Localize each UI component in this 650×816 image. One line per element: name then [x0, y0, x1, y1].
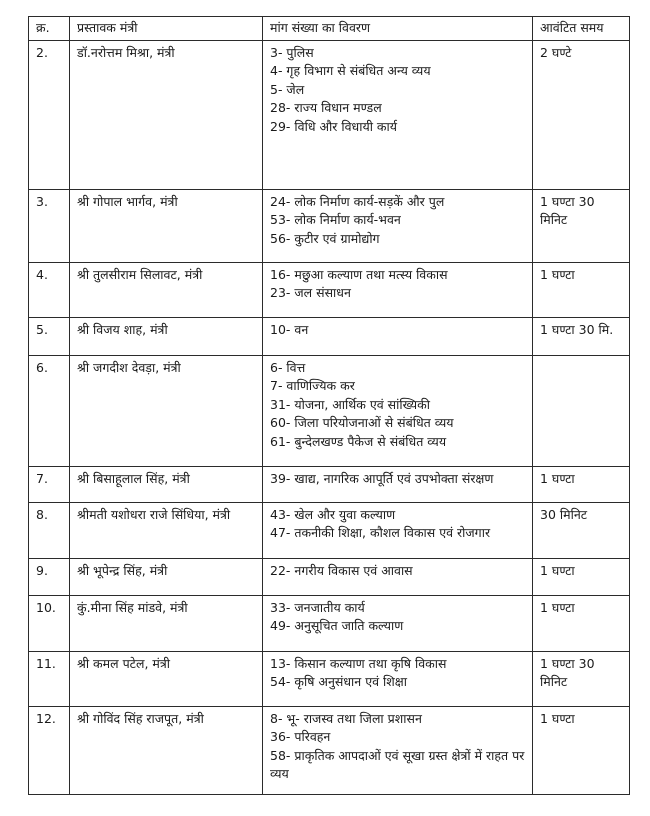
demand-item: 24- लोक निर्माण कार्य-सड़कें और पुल: [270, 193, 445, 209]
allotted-time-text: 1 घण्टा: [540, 470, 575, 486]
demand-list-cell: [263, 651, 533, 706]
allotted-time-cell: [533, 317, 630, 355]
demand-item: 28- राज्य विधान मण्डल: [270, 100, 382, 115]
demand-item: 13- किसान कल्याण तथा कृषि विकास: [270, 655, 447, 671]
demand-item: 61- बुन्देलखण्ड पैकेज से संबंधित व्यय: [270, 433, 447, 449]
serial-number-cell: 8.: [29, 502, 70, 558]
allotted-time-cell: [533, 355, 630, 466]
header-allotted-time: आवंटित समय: [533, 17, 630, 41]
minister-name-cell: श्री गोविंद सिंह राजपूत, मंत्री: [70, 706, 263, 794]
minister-name-cell: श्री भूपेन्द्र सिंह, मंत्री: [70, 558, 263, 595]
demand-item: 16- मछुआ कल्याण तथा मत्स्य विकास: [270, 266, 448, 282]
header-serial-number: क्र.: [29, 17, 70, 41]
table-row: [29, 317, 630, 355]
demand-item: 7- वाणिज्यिक कर: [270, 378, 355, 393]
table-row: [29, 262, 630, 317]
serial-number-cell: 5.: [29, 317, 70, 355]
demand-item: 60- जिला परियोजनाओं से संबंधित व्यय: [270, 415, 454, 430]
demand-discussion-table: [28, 16, 630, 795]
demand-item: 43- खेल और युवा कल्याण: [270, 506, 396, 522]
demand-list-cell: [263, 558, 533, 595]
table-row: [29, 40, 630, 189]
minister-name-cell: श्री बिसाहूलाल सिंह, मंत्री: [70, 466, 263, 502]
allotted-time-text: 2 घण्टे: [540, 44, 572, 60]
minister-name-cell: श्री कमल पटेल, मंत्री: [70, 651, 263, 706]
allotted-time-text: 1 घण्टा 30 मि.: [540, 321, 614, 337]
demand-list-cell: [263, 502, 533, 558]
demand-item: 53- लोक निर्माण कार्य-भवन: [270, 212, 401, 227]
allotted-time-cell: [533, 262, 630, 317]
demand-list-cell: [263, 355, 533, 466]
header-demand-details: मांग संख्या का विवरण: [263, 17, 533, 41]
minister-name-cell: श्री जगदीश देवड़ा, मंत्री: [70, 355, 263, 466]
minister-name-cell: डॉ.नरोत्तम मिश्रा, मंत्री: [70, 40, 263, 189]
allotted-time-cell: [533, 651, 630, 706]
header-proposing-minister: प्रस्तावक मंत्री: [70, 17, 263, 41]
table-row: [29, 595, 630, 651]
demand-item: 23- जल संसाधन: [270, 285, 351, 300]
serial-number-cell: 12.: [29, 706, 70, 794]
minister-name-cell: कुं.मीना सिंह मांडवे, मंत्री: [70, 595, 263, 651]
table-body: [29, 40, 630, 794]
demand-item: 5- जेल: [270, 81, 305, 97]
demand-item: 56- कुटीर एवं ग्रामोद्योग: [270, 230, 380, 246]
allotted-time-cell: [533, 466, 630, 502]
demand-list-cell: [263, 706, 533, 794]
allotted-time-text: 1 घण्टा: [540, 599, 575, 615]
serial-number-cell: 9.: [29, 558, 70, 595]
allotted-time-cell: [533, 502, 630, 558]
allotted-time-cell: [533, 595, 630, 651]
allotted-time-text: 1 घण्टा 30 मिनिट: [540, 193, 595, 227]
allotted-time-text: 1 घण्टा: [540, 266, 575, 282]
allotted-time-text: 1 घण्टा: [540, 710, 575, 726]
allotted-time-cell: [533, 706, 630, 794]
allotted-time-text: 30 मिनिट: [540, 506, 588, 522]
minister-name-cell: श्रीमती यशोधरा राजे सिंधिया, मंत्री: [70, 502, 263, 558]
serial-number-cell: 4.: [29, 262, 70, 317]
table-row: [29, 189, 630, 262]
demand-list-cell: [263, 595, 533, 651]
table-row: [29, 466, 630, 502]
demand-item: 31- योजना, आर्थिक एवं सांख्यिकी: [270, 396, 431, 412]
demand-item: 39- खाद्य, नागरिक आपूर्ति एवं उपभोक्ता संरक्षण: [270, 470, 494, 486]
table-row: [29, 558, 630, 595]
demand-item: 29- विधि और विधायी कार्य: [270, 118, 398, 134]
demand-item: 54- कृषि अनुसंधान एवं शिक्षा: [270, 674, 407, 689]
demand-list-cell: [263, 466, 533, 502]
minister-name-cell: श्री तुलसीराम सिलावट, मंत्री: [70, 262, 263, 317]
table-row: [29, 651, 630, 706]
minister-name-cell: श्री गोपाल भार्गव, मंत्री: [70, 189, 263, 262]
demand-list-cell: [263, 317, 533, 355]
demand-item: 6- वित्त: [270, 359, 306, 375]
serial-number-cell: 2.: [29, 40, 70, 189]
serial-number-cell: 7.: [29, 466, 70, 502]
demand-list-cell: [263, 262, 533, 317]
demand-item: 8- भू- राजस्व तथा जिला प्रशासन: [270, 710, 422, 726]
demand-item: 49- अनुसूचित जाति कल्याण: [270, 618, 404, 633]
demand-item: 22- नगरीय विकास एवं आवास: [270, 562, 413, 578]
demand-list-cell: [263, 40, 533, 189]
demand-item: 36- परिवहन: [270, 729, 331, 744]
table-row: [29, 706, 630, 794]
demand-item: 58- प्राकृतिक आपदाओं एवं सूखा ग्रस्त क्षेत्रों में राहत पर व्यय: [270, 747, 525, 781]
serial-number-cell: 10.: [29, 595, 70, 651]
demand-item: 47- तकनीकी शिक्षा, कौशल विकास एवं रोजगार: [270, 525, 491, 540]
serial-number-cell: 11.: [29, 651, 70, 706]
demand-item: 10- वन: [270, 321, 309, 337]
allotted-time-text: 1 घण्टा: [540, 562, 575, 578]
minister-name-cell: श्री विजय शाह, मंत्री: [70, 317, 263, 355]
demand-item: 33- जनजातीय कार्य: [270, 599, 365, 615]
allotted-time-text: 1 घण्टा 30 मिनिट: [540, 655, 595, 689]
table-row: [29, 355, 630, 466]
allotted-time-cell: [533, 558, 630, 595]
table-row: [29, 502, 630, 558]
serial-number-cell: 6.: [29, 355, 70, 466]
demand-list-cell: [263, 189, 533, 262]
table-header-row: [29, 17, 630, 41]
allotted-time-cell: [533, 40, 630, 189]
demand-item: 3- पुलिस: [270, 44, 314, 60]
allotted-time-cell: [533, 189, 630, 262]
demand-item: 4- गृह विभाग से संबंधित अन्य व्यय: [270, 63, 431, 78]
serial-number-cell: 3.: [29, 189, 70, 262]
